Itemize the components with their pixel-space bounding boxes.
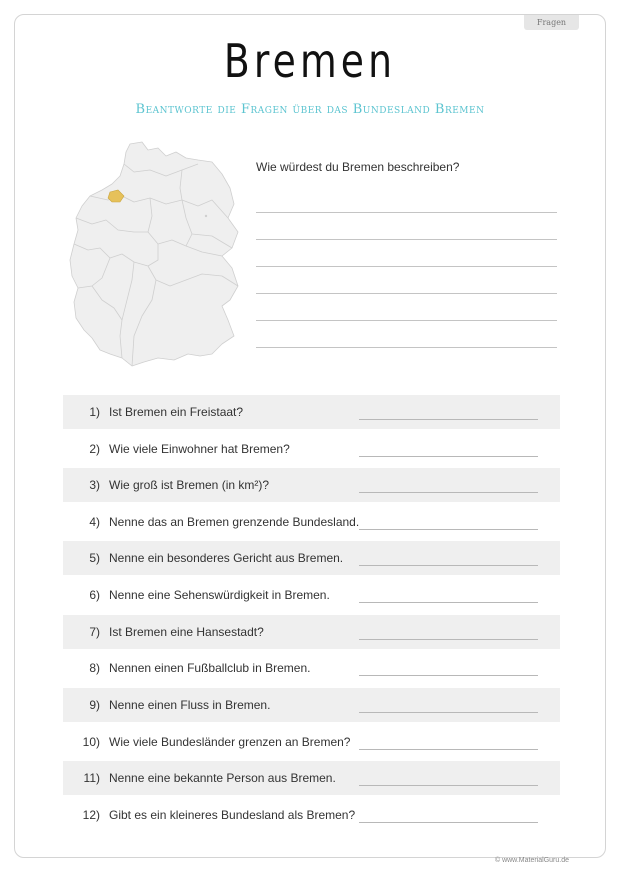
answer-line[interactable] — [359, 602, 538, 603]
answer-line[interactable] — [359, 749, 538, 750]
answer-line[interactable] — [359, 529, 538, 530]
question-text: Nenne ein besonderes Gericht aus Bremen. — [109, 551, 344, 565]
writing-line[interactable] — [256, 293, 557, 294]
question-row — [63, 798, 560, 832]
question-text: Nenne eine Sehenswürdigkeit in Bremen. — [109, 588, 330, 602]
question-row — [63, 395, 560, 429]
question-row — [63, 468, 560, 502]
question-text: Nenne eine bekannte Person aus Bremen. — [109, 771, 336, 785]
answer-line[interactable] — [359, 565, 538, 566]
question-row — [63, 651, 560, 685]
question-text: Wie viele Einwohner hat Bremen? — [109, 442, 290, 456]
writing-line[interactable] — [256, 320, 557, 321]
question-number: 12) — [82, 808, 100, 822]
answer-line[interactable] — [359, 822, 538, 823]
question-row — [63, 761, 560, 795]
answer-line[interactable] — [359, 712, 538, 713]
question-number: 1) — [89, 405, 100, 419]
question-number: 10) — [82, 735, 100, 749]
question-text: Nennen einen Fußballclub in Bremen. — [109, 661, 311, 675]
describe-question: Wie würdest du Bremen beschreiben? — [256, 160, 460, 174]
answer-line[interactable] — [359, 639, 538, 640]
question-row — [63, 688, 560, 722]
question-text: Wie groß ist Bremen (in km²)? — [109, 478, 270, 492]
question-number: 5) — [89, 551, 100, 565]
question-text: Nenne einen Fluss in Bremen. — [109, 698, 271, 712]
writing-line[interactable] — [256, 239, 557, 240]
question-number: 2) — [89, 442, 100, 456]
question-number: 9) — [89, 698, 100, 712]
fragen-tag: Fragen — [524, 15, 579, 30]
answer-line[interactable] — [359, 492, 538, 493]
writing-line[interactable] — [256, 212, 557, 213]
question-text: Nenne das an Bremen grenzende Bundesland. — [109, 515, 360, 529]
question-row — [63, 725, 560, 759]
question-text: Ist Bremen ein Freistaat? — [109, 405, 244, 419]
question-row — [63, 615, 560, 649]
question-text: Gibt es ein kleineres Bundesland als Bremen? — [109, 808, 356, 822]
question-number: 3) — [89, 478, 100, 492]
question-number: 4) — [89, 515, 100, 529]
answer-line[interactable] — [359, 675, 538, 676]
question-number: 11) — [83, 771, 100, 785]
question-row — [63, 541, 560, 575]
copyright-footer: © www.MaterialGuru.de — [494, 857, 569, 864]
question-number: 6) — [89, 588, 100, 602]
question-row — [63, 578, 560, 612]
answer-line[interactable] — [359, 456, 538, 457]
question-row — [63, 432, 560, 466]
germany-map-image — [62, 140, 242, 368]
question-text: Ist Bremen eine Hansestadt? — [109, 625, 264, 639]
answer-line[interactable] — [359, 419, 538, 420]
question-text: Wie viele Bundesländer grenzen an Bremen? — [109, 735, 351, 749]
question-number: 8) — [89, 661, 100, 675]
page-subtitle: Beantworte die Fragen über das Bundesland Bremen — [135, 102, 485, 117]
question-row — [63, 505, 560, 539]
writing-line[interactable] — [256, 266, 557, 267]
answer-line[interactable] — [359, 785, 538, 786]
page-title: Bremen — [223, 34, 397, 88]
writing-line[interactable] — [256, 347, 557, 348]
question-number: 7) — [89, 625, 100, 639]
